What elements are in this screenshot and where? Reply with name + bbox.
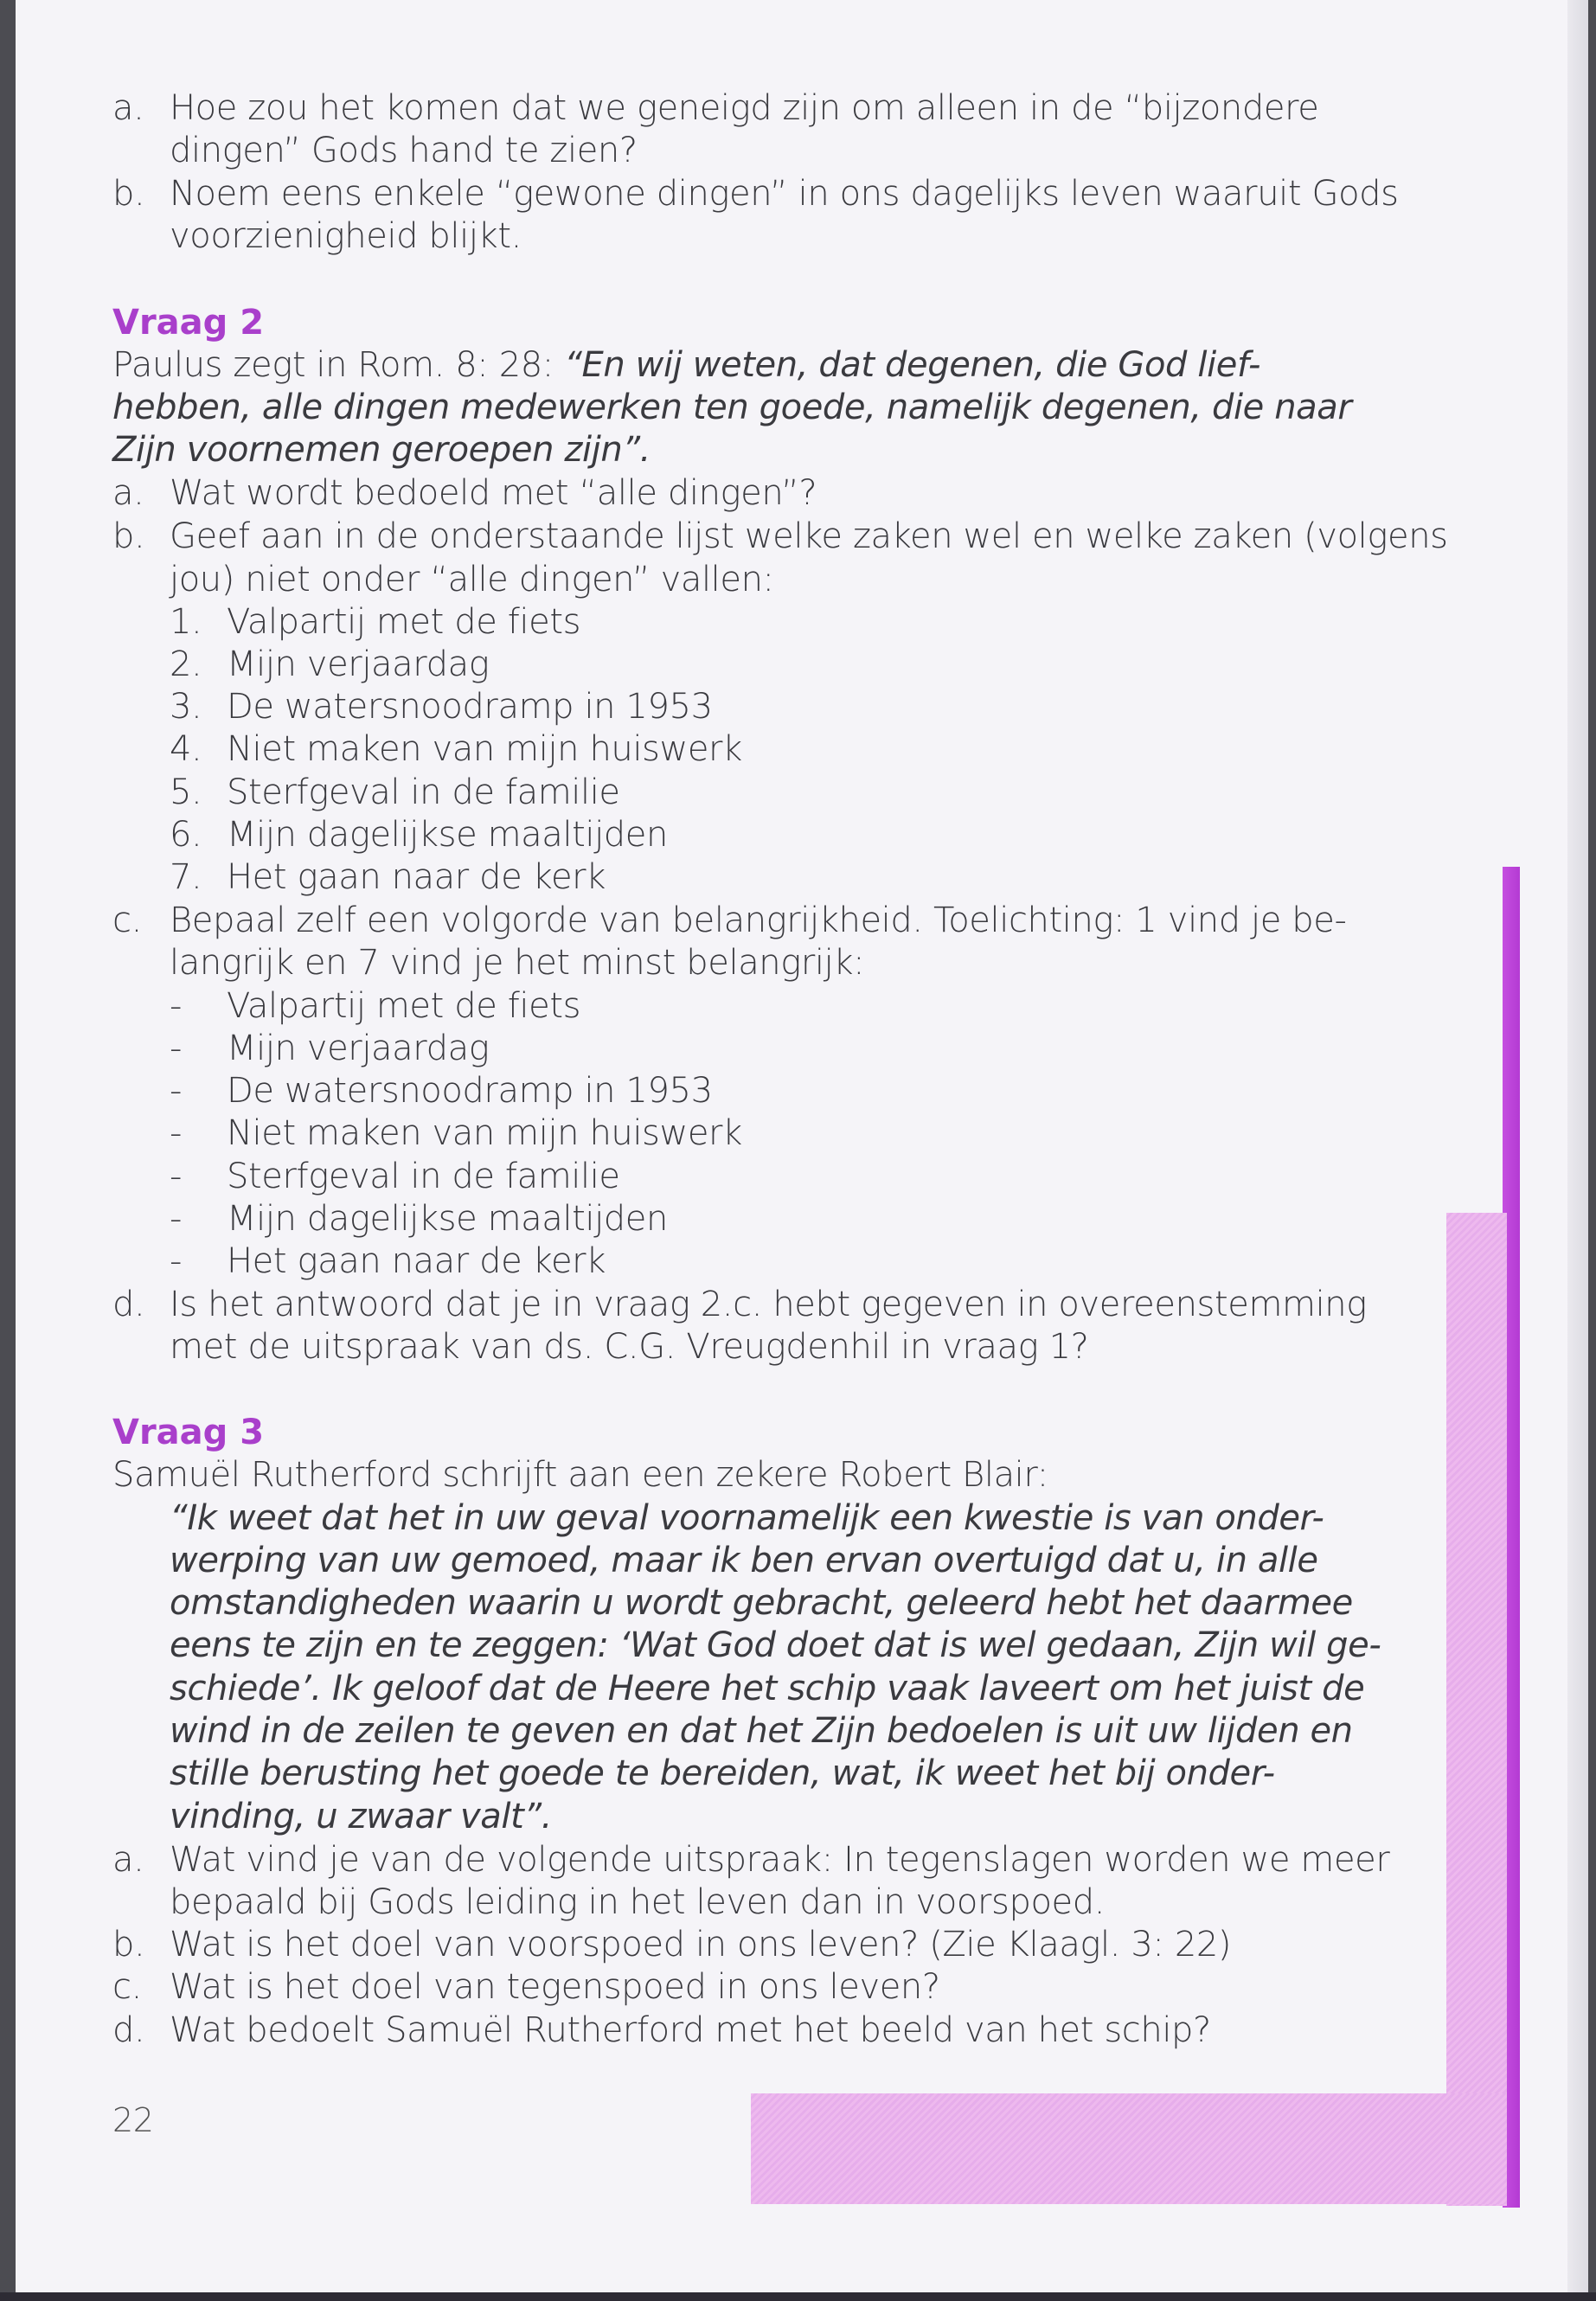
q3-item-a: a. Wat vind je van de volgende uitspraak: In tegenslagen worden we meer — [112, 1840, 1390, 1880]
q2-heading: Vraag 2 — [112, 303, 265, 343]
quote-line: schiede’. Ik geloof dat de Heere het schip vaak laveert om het juist de — [170, 1669, 1365, 1708]
q2-item-c: c. Bepaal zelf een volgorde van belangrijkheid. Toelichting: 1 vind je be- — [112, 901, 1347, 940]
q2-intro-line-1: Paulus zegt in Rom. 8: 28: “En wij weten, dat degenen, die God lief- — [112, 345, 1261, 385]
list-item: - Niet maken van mijn huiswerk — [170, 1113, 742, 1153]
item-marker: b. — [112, 1925, 145, 1965]
q3-item-d: d. Wat bedoelt Samuël Rutherford met het beeld van het schip? — [112, 2010, 1211, 2050]
list-item: 1. Valpartij met de fiets — [170, 602, 581, 642]
list-item: 3. De watersnoodramp in 1953 — [170, 687, 713, 727]
q2-item-b-cont: jou) niet onder “alle dingen” vallen: — [170, 560, 774, 599]
item-marker: c. — [112, 1967, 142, 2007]
list-item: - Valpartij met de fiets — [170, 986, 581, 1026]
list-item: 5. Sterfgeval in de familie — [170, 772, 620, 812]
q3-item-b: b. Wat is het doel van voorspoed in ons leven? (Zie Klaagl. 3: 22) — [112, 1925, 1232, 1965]
q3-item-c: c. Wat is het doel van tegenspoed in ons leven? — [112, 1967, 940, 2007]
q2-item-d: d. Is het antwoord dat je in vraag 2.c. hebt gegeven in overeenstemming — [112, 1285, 1367, 1324]
quote-line: omstandigheden waarin u wordt gebracht, geleerd hebt het daarmee — [170, 1583, 1353, 1623]
list-item: 2. Mijn verjaardag — [170, 644, 490, 684]
list-item: 4. Niet maken van mijn huiswerk — [170, 729, 742, 769]
q3-heading: Vraag 3 — [112, 1413, 265, 1452]
list-item: - Mijn verjaardag — [170, 1029, 490, 1068]
item-marker: d. — [112, 1285, 145, 1324]
q2-intro-line-3: Zijn voornemen geroepen zijn”. — [112, 430, 651, 470]
list-item: 6. Mijn dagelijkse maaltijden — [170, 815, 668, 855]
item-marker: b. — [112, 516, 145, 556]
quote-line: stille berusting het goede te bereiden, wat, ik weet het bij onder- — [170, 1753, 1275, 1793]
list-item: - De watersnoodramp in 1953 — [170, 1071, 713, 1111]
q2-item-a: a. Wat wordt bedoeld met “alle dingen”? — [112, 473, 817, 513]
item-marker: a. — [112, 88, 144, 128]
quote-line: vinding, u zwaar valt”. — [170, 1797, 552, 1836]
q2-intro-line-2: hebben, alle dingen medewerken ten goede, namelijk degenen, die naar — [112, 388, 1352, 427]
quote-line: wind in de zeilen te geven en dat het Zijn bedoelen is uit uw lijden en — [170, 1711, 1353, 1751]
list-item: 7. Het gaan naar de kerk — [170, 857, 606, 897]
item-marker: c. — [112, 901, 142, 940]
item-marker: a. — [112, 473, 144, 513]
item-marker: b. — [112, 174, 145, 214]
q1-item-a-cont: dingen” Gods hand te zien? — [170, 131, 638, 170]
quote-line: eens te zijn en te zeggen: ‘Wat God doet dat is wel gedaan, Zijn wil ge- — [170, 1625, 1381, 1665]
list-item: - Het gaan naar de kerk — [170, 1241, 606, 1281]
q1-item-b: b. Noem eens enkele “gewone dingen” in ons dagelijks leven waaruit Gods — [112, 174, 1399, 214]
list-item: - Sterfgeval in de familie — [170, 1157, 620, 1196]
list-item: - Mijn dagelijkse maaltijden — [170, 1199, 668, 1239]
quote-line: werping van uw gemoed, maar ik ben ervan overtuigd dat u, in alle — [170, 1541, 1318, 1580]
quote-line: “Ik weet dat het in uw geval voornamelijk een kwestie is van onder- — [170, 1498, 1324, 1538]
q3-intro: Samuël Rutherford schrijft aan een zekere Robert Blair: — [112, 1455, 1048, 1495]
page-number: 22 — [112, 2101, 154, 2139]
item-marker: d. — [112, 2010, 145, 2050]
q1-item-b-cont: voorzienigheid blijkt. — [170, 216, 522, 256]
q3-item-a-cont: bepaald bij Gods leiding in het leven dan in voorspoed. — [170, 1882, 1106, 1922]
q2-item-b: b. Geef aan in de onderstaande lijst welke zaken wel en welke zaken (volgens — [112, 516, 1448, 556]
q1-item-a: a. Hoe zou het komen dat we geneigd zijn om alleen in de “bijzondere — [112, 88, 1319, 128]
q2-item-c-cont: langrijk en 7 vind je het minst belangrijk: — [170, 943, 865, 983]
item-marker: a. — [112, 1840, 144, 1880]
q2-item-d-cont: met de uitspraak van ds. C.G. Vreugdenhil in vraag 1? — [170, 1327, 1089, 1367]
